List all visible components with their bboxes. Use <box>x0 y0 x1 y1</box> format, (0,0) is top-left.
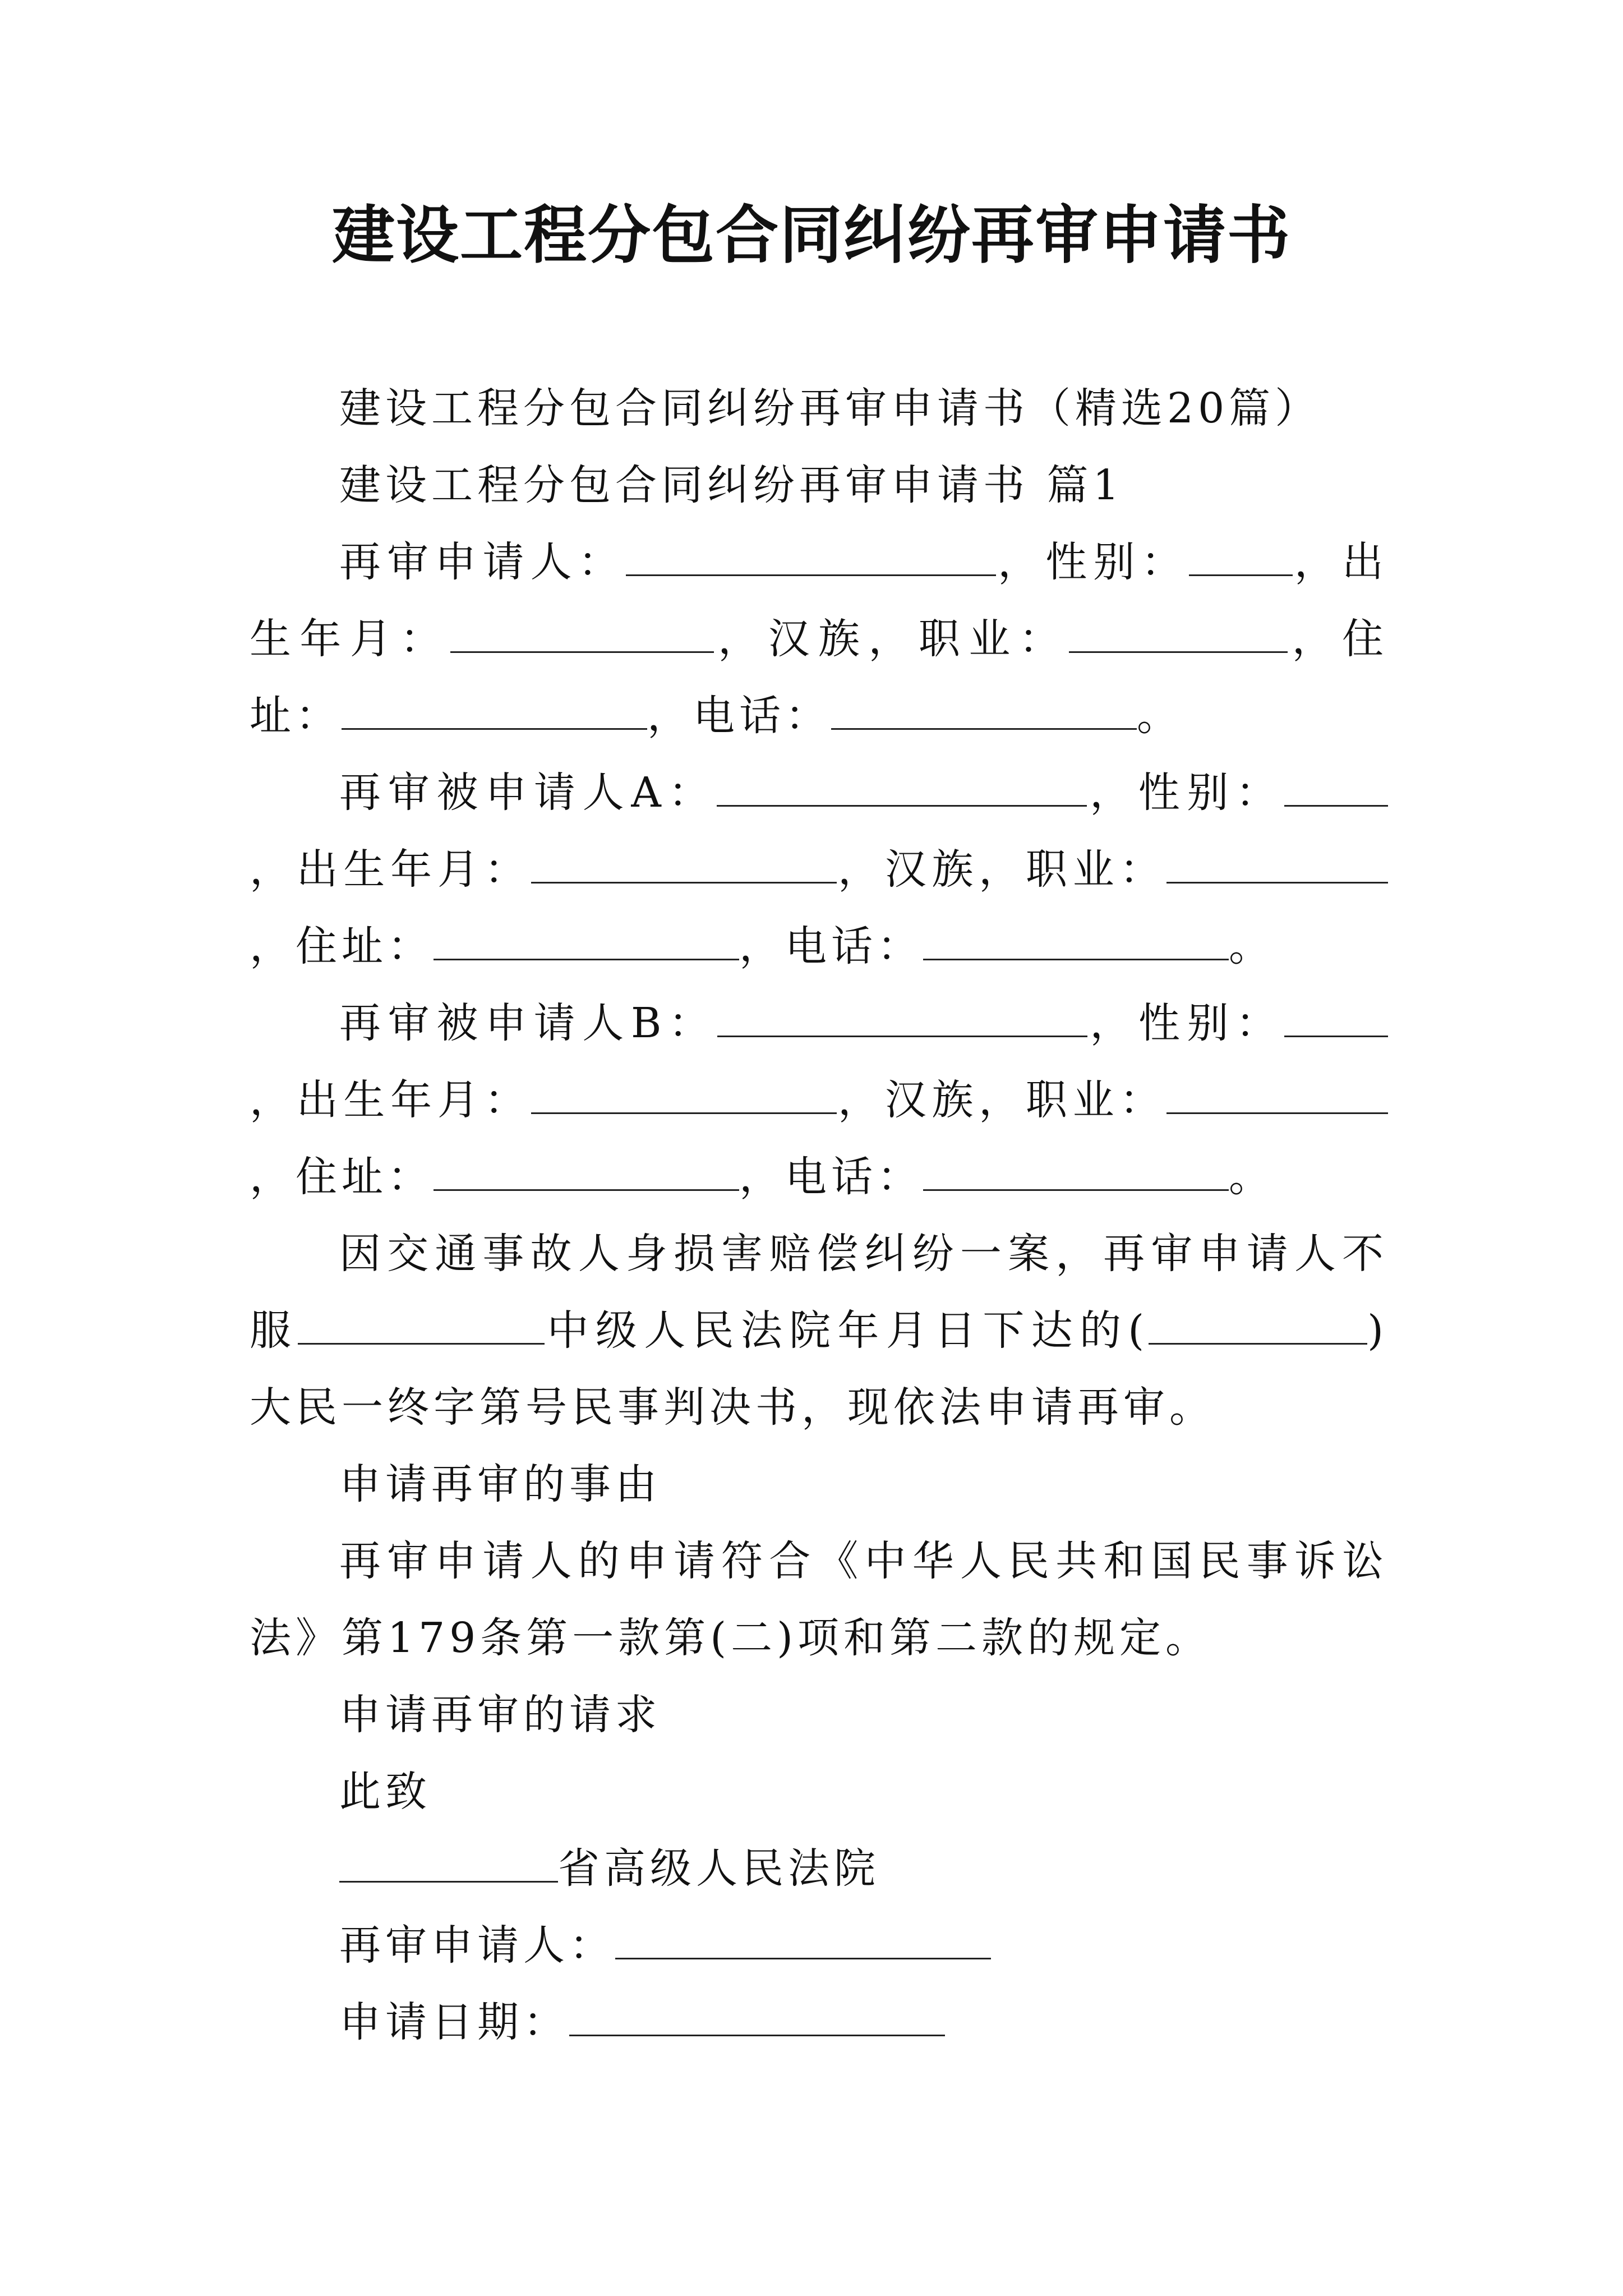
document-body <box>250 370 1388 2061</box>
respondent-b-job-label: ，汉族，职业： <box>837 1076 1167 1124</box>
subtitle: 建设工程分包合同纠纷再审申请书（精选20篇） <box>339 384 1321 432</box>
respondent-b-birth-label: ，出生年月： <box>250 1076 532 1124</box>
document-title: 建设工程分包合同纠纷再审申请书 <box>332 199 1291 272</box>
date-line <box>250 1984 1388 2061</box>
section-heading: 建设工程分包合同纠纷再审申请书 篇1 <box>339 461 1124 509</box>
respondent-b-end: 。 <box>1229 1153 1275 1201</box>
respondent-b-birth-blank <box>531 1077 837 1114</box>
respondent-a-address-label: ，住址： <box>250 922 434 970</box>
province-blank <box>339 1846 558 1883</box>
respondent-a-job-blank <box>1166 846 1388 884</box>
signature-blank <box>615 1922 991 1959</box>
respondent-a-phone-label: ，电话： <box>739 922 923 970</box>
case-text-1: 因交通事故人身损害赔偿纠纷一案，再审申请人不服 <box>250 1230 1388 1355</box>
respondent-a-birth-label: ，出生年月： <box>250 845 532 894</box>
respondent-a-paragraph <box>250 754 1388 985</box>
applicant-paragraph <box>250 524 1388 754</box>
applicant-address-blank <box>342 693 647 730</box>
respondent-b-phone-label: ，电话： <box>739 1153 923 1201</box>
date-blank <box>569 1999 945 2036</box>
respondent-a-end: 。 <box>1229 922 1275 970</box>
applicant-label: 再审申请人： <box>339 538 626 586</box>
case-paragraph <box>250 1216 1388 1446</box>
reason-text: 再审申请人的申请符合《中华人民共和国民事诉讼法》第179条第一款第(二)项和第二款的规定。 <box>250 1537 1388 1662</box>
applicant-phone-blank <box>831 693 1137 730</box>
date-label: 申请日期： <box>339 1998 569 2046</box>
case-text-3: )大民一终字第号民事判决书，现依法申请再审。 <box>250 1306 1389 1432</box>
request-heading: 申请再审的请求 <box>339 1691 661 1739</box>
respondent-a-phone-blank <box>923 923 1229 960</box>
court-suffix: 省高级人民法院 <box>558 1844 880 1893</box>
applicant-address-label: ，住址： <box>250 615 1389 740</box>
applicant-job-label: ，汉族，职业： <box>713 615 1069 663</box>
reason-heading: 申请再审的事由 <box>339 1460 661 1508</box>
applicant-phone-label: ，电话： <box>647 692 831 740</box>
respondent-b-gender-label: ，性别： <box>1087 999 1284 1047</box>
applicant-name-blank <box>626 539 996 576</box>
case-text-2: 中级人民法院年月日下达的( <box>545 1306 1149 1355</box>
respondent-b-address-blank <box>434 1154 739 1191</box>
applicant-job-blank <box>1069 616 1288 653</box>
respondent-a-address-blank <box>434 923 739 960</box>
case-number-blank <box>1149 1308 1367 1345</box>
applicant-end: 。 <box>1137 692 1183 740</box>
respondent-a-birth-blank <box>531 846 837 884</box>
signature-label: 再审申请人： <box>339 1921 615 1970</box>
applicant-birth-blank <box>450 616 714 653</box>
respondent-b-name-blank <box>717 1000 1087 1037</box>
respondent-b-job-blank <box>1166 1077 1388 1114</box>
respondent-a-label: 再审被申请人A： <box>339 769 717 817</box>
court-name-blank <box>298 1308 545 1345</box>
applicant-gender-blank <box>1189 539 1293 576</box>
applicant-gender-label: ，性别： <box>995 538 1189 586</box>
respondent-a-gender-label: ，性别： <box>1087 769 1284 817</box>
respondent-b-label: 再审被申请人B： <box>339 999 717 1047</box>
court-line <box>250 1830 1388 1907</box>
respondent-b-paragraph <box>250 985 1388 1216</box>
applicant-birth-label: ，出生年月： <box>250 538 1389 663</box>
respondent-b-address-label: ，住址： <box>250 1153 434 1201</box>
respondent-b-gender-blank <box>1284 1000 1388 1037</box>
salutation: 此致 <box>339 1768 431 1816</box>
signature-line <box>250 1907 1388 1984</box>
respondent-a-job-label: ，汉族，职业： <box>837 845 1167 894</box>
respondent-b-phone-blank <box>923 1154 1229 1191</box>
respondent-a-gender-blank <box>1284 770 1388 807</box>
respondent-a-name-blank <box>717 770 1087 807</box>
